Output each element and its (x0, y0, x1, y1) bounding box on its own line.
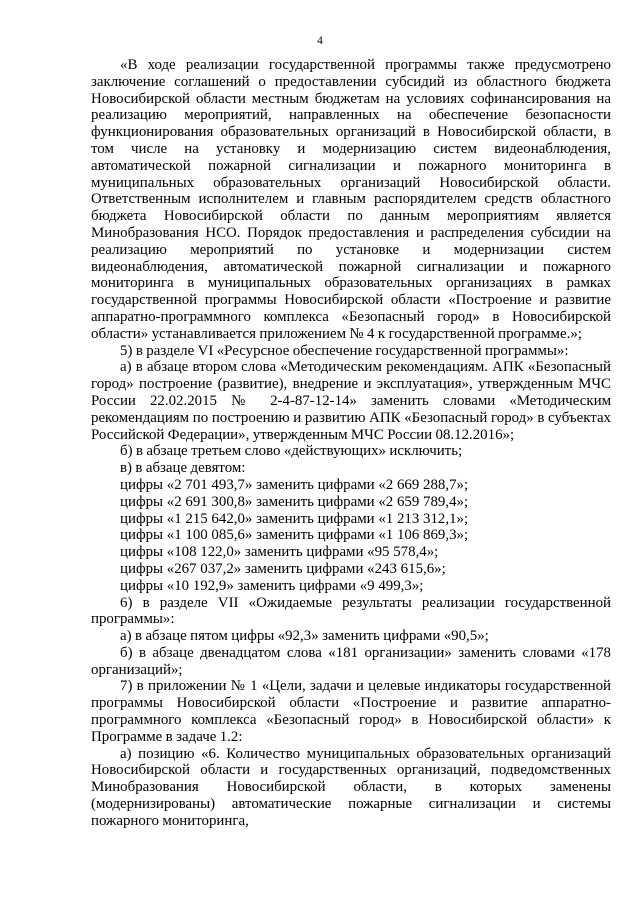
replacement-line: цифры «108 122,0» заменить цифрами «95 578,4»; (120, 544, 439, 561)
paragraph-item-6a: а) в абзаце пятом цифры «92,3» заменить цифрами «90,5»; (120, 628, 489, 645)
replacement-line: цифры «10 192,9» заменить цифрами «9 499,3»; (120, 577, 424, 594)
paragraph-item-6: 6) в разделе VII «Ожидаемые результаты реализации государственной программы»: (91, 594, 611, 628)
replacement-line: цифры «267 037,2» заменить цифрами «243 615,6»; (120, 560, 446, 577)
paragraph-item-5: 5) в разделе VI «Ресурсное обеспечение государственной программы»: (120, 342, 569, 359)
replacement-line: цифры «1 100 085,6» заменить цифрами «1 106 869,3»; (120, 527, 469, 544)
paragraph-item-7a: а) позицию «6. Количество муниципальных образовательных организаций Новосибирской области и государственных организаций, подведомственных Минобразования Новосибирской области, в которых заменены (модернизированы) автоматические пожарные сигнализации и системы пожарного мониторинга, (91, 745, 611, 829)
paragraph-item-5v: в) в абзаце девятом: (120, 460, 246, 477)
page-number: 4 (317, 35, 323, 47)
replacement-line: цифры «2 701 493,7» заменить цифрами «2 669 288,7»; (120, 476, 469, 493)
paragraph-item-5b: б) в абзаце третьем слово «действующих» исключить; (120, 443, 463, 460)
paragraph-item-5a: а) в абзаце втором слова «Методическим рекомендациям. АПК «Безопасный город» построение (развитие), внедрение и эксплуатация», утвержденным МЧС России 22.02.2015 № 2-4-87-12-14» заменить словами «Методическим рекомендациям по построению и развитию АПК «Безопасный город» в субъектах Российской Федерации», утвержденным МЧС России 08.12.2016»; (91, 359, 611, 443)
document-body (91, 57, 611, 830)
paragraph-item-6b: б) в абзаце двенадцатом слова «181 организации» заменить словами «178 организаций»; (91, 644, 611, 678)
paragraph-item-7: 7) в приложении № 1 «Цели, задачи и целевые индикаторы государственной программы Новосибирской области «Построение и развитие аппаратно-программного комплекса «Безопасный город» в Новосибирской области» к Программе в задаче 1.2: (91, 678, 611, 745)
paragraph-subsidies-quote: «В ходе реализации государственной программы также предусмотрено заключение соглашений о предоставлении субсидий из областного бюджета Новосибирской области местным бюджетам на условиях софинансирования на реализацию мероприятий, направленных на обеспечение безопасности функционирования образовательных организаций в Новосибирской области, в том числе на установку и модернизацию систем видеонаблюдения, автоматической пожарной сигнализации и пожарного мониторинга в муниципальных образовательных организаций Новосибирской области. Ответственным исполнителем и главным распорядителем средств областного бюджета Новосибирской области по данным мероприятиям является Минобразования НСО. Порядок предоставления и распределения субсидии на реализацию мероприятий по установке и модернизации систем видеонаблюдения, автоматической пожарной сигнализации и пожарного мониторинга в муниципальных образовательных организациях в рамках государственной программы Новосибирской области «Построение и развитие аппаратно-программного комплекса «Безопасный город» в Новосибирской области» устанавливается приложением № 4 к государственной программе.»; (91, 57, 611, 342)
replacement-line: цифры «2 691 300,8» заменить цифрами «2 659 789,4»; (120, 493, 469, 510)
replacement-line: цифры «1 215 642,0» заменить цифрами «1 213 312,1»; (120, 510, 469, 527)
